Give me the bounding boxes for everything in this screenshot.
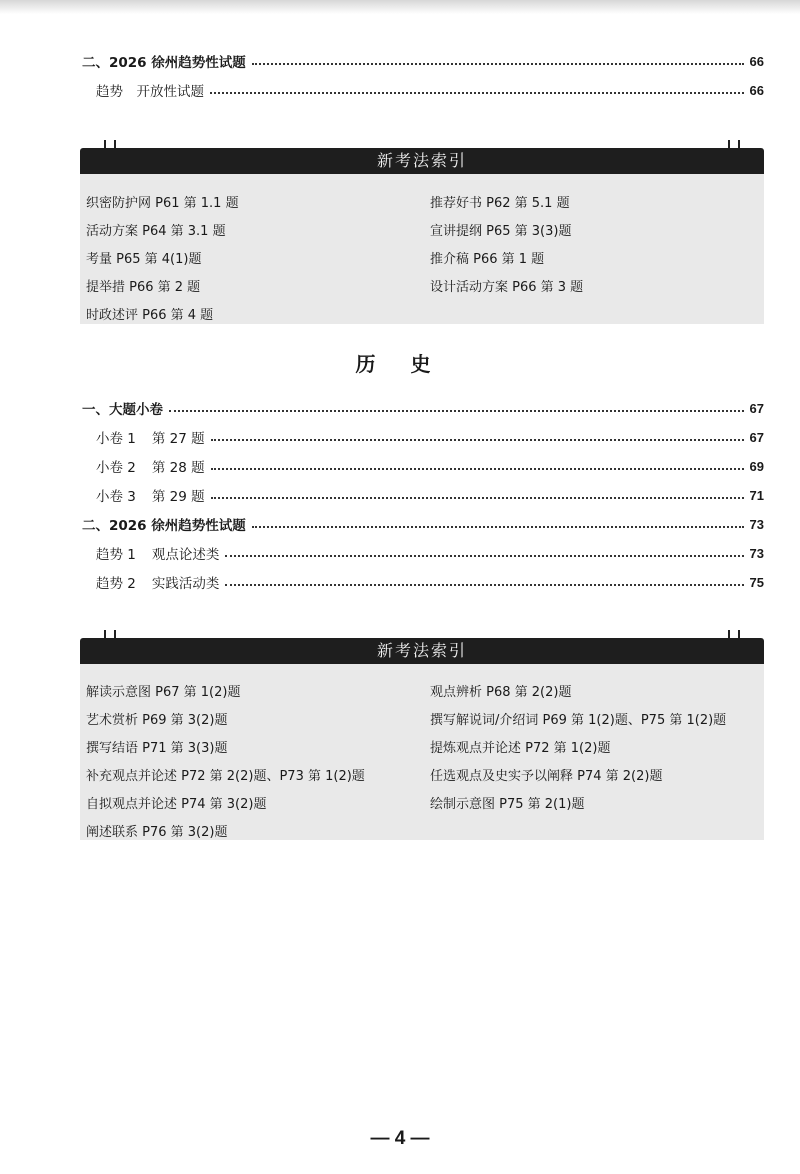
index-header — [80, 140, 764, 174]
index-item: 推荐好书 P62 第 5.1 题 — [430, 196, 570, 211]
toc-row[interactable] — [82, 397, 764, 419]
toc-row[interactable] — [82, 50, 764, 72]
dot-leader — [252, 63, 744, 65]
toc-subtitle: 第 28 题 — [151, 460, 205, 476]
index-item: 推介稿 P66 第 1 题 — [430, 252, 545, 267]
toc-page: 75 — [749, 574, 764, 590]
toc-title: 小卷 1 — [96, 431, 136, 447]
index-item: 补充观点并论述 P72 第 2(2)题、P73 第 1(2)题 — [86, 769, 365, 784]
index-item: 活动方案 P64 第 3.1 题 — [86, 224, 226, 239]
index-header — [80, 630, 764, 664]
index-title: 新考法索引 — [376, 641, 467, 660]
toc-subtitle: 实践活动类 — [151, 576, 220, 592]
dot-leader — [211, 497, 744, 499]
toc-row[interactable] — [82, 426, 764, 448]
dot-leader — [210, 92, 744, 94]
index-item: 宣讲提纲 P65 第 3(3)题 — [430, 224, 572, 239]
toc-title: 小卷 3 — [96, 489, 136, 505]
index-item: 撰写解说词/介绍词 P69 第 1(2)题、P75 第 1(2)题 — [430, 713, 727, 728]
page-number: — 4 — — [370, 1128, 430, 1149]
toc-subtitle: 观点论述类 — [151, 547, 220, 563]
binder-mark — [104, 140, 116, 148]
dot-leader — [252, 526, 744, 528]
index-item: 自拟观点并论述 P74 第 3(2)题 — [86, 797, 267, 812]
index-item: 艺术赏析 P69 第 3(2)题 — [86, 713, 228, 728]
dot-leader — [225, 584, 743, 586]
index-body — [80, 664, 764, 840]
index-item: 提举措 P66 第 2 题 — [86, 280, 201, 295]
toc-page: 73 — [749, 516, 764, 532]
index-title-band — [80, 638, 764, 664]
toc-title: 一、大题小卷 — [82, 402, 163, 418]
index-item: 阐述联系 P76 第 3(2)题 — [86, 825, 228, 840]
index-title: 新考法索引 — [376, 151, 467, 170]
toc-subtitle: 第 29 题 — [151, 489, 205, 505]
index-title-band — [80, 148, 764, 174]
dot-leader — [225, 555, 743, 557]
binder-mark — [728, 140, 740, 148]
index-item: 解读示意图 P67 第 1(2)题 — [86, 685, 241, 700]
new-method-index-1 — [80, 140, 764, 324]
toc-page: 66 — [749, 53, 764, 69]
scan-shadow — [0, 0, 800, 14]
toc-row[interactable] — [82, 542, 764, 564]
index-item: 织密防护网 P61 第 1.1 题 — [86, 196, 239, 211]
index-item: 撰写结语 P71 第 3(3)题 — [86, 741, 228, 756]
toc-row[interactable] — [82, 455, 764, 477]
toc-title: 趋势 开放性试题 — [96, 84, 204, 100]
index-item: 时政述评 P66 第 4 题 — [86, 308, 214, 323]
binder-mark — [104, 630, 116, 638]
dot-leader — [211, 468, 744, 470]
toc-page: 67 — [749, 429, 764, 445]
dot-leader — [169, 410, 744, 412]
index-item: 观点辨析 P68 第 2(2)题 — [430, 685, 572, 700]
toc-page: 66 — [749, 82, 764, 98]
toc-title: 二、2026 徐州趋势性试题 — [82, 518, 246, 534]
new-method-index-2 — [80, 630, 764, 840]
toc-title: 趋势 2 — [96, 576, 136, 592]
toc-title: 趋势 1 — [96, 547, 136, 563]
toc-title: 小卷 2 — [96, 460, 136, 476]
index-item: 任选观点及史实予以阐释 P74 第 2(2)题 — [430, 769, 663, 784]
dot-leader — [211, 439, 744, 441]
toc-title: 二、2026 徐州趋势性试题 — [82, 55, 246, 71]
index-item: 提炼观点并论述 P72 第 1(2)题 — [430, 741, 611, 756]
toc-subtitle: 第 27 题 — [151, 431, 205, 447]
toc-row[interactable] — [82, 513, 764, 535]
index-item: 设计活动方案 P66 第 3 题 — [430, 280, 584, 295]
index-body — [80, 174, 764, 324]
toc-page: 73 — [749, 545, 764, 561]
toc-page: 71 — [749, 487, 764, 503]
toc-row[interactable] — [82, 571, 764, 593]
toc-row[interactable] — [82, 79, 764, 101]
section-heading-history: 历 史 — [355, 352, 445, 376]
binder-mark — [728, 630, 740, 638]
index-item: 绘制示意图 P75 第 2(1)题 — [430, 797, 585, 812]
index-item: 考量 P65 第 4(1)题 — [86, 252, 202, 267]
toc-row[interactable] — [82, 484, 764, 506]
toc-page: 67 — [749, 400, 764, 416]
toc-page: 69 — [749, 458, 764, 474]
